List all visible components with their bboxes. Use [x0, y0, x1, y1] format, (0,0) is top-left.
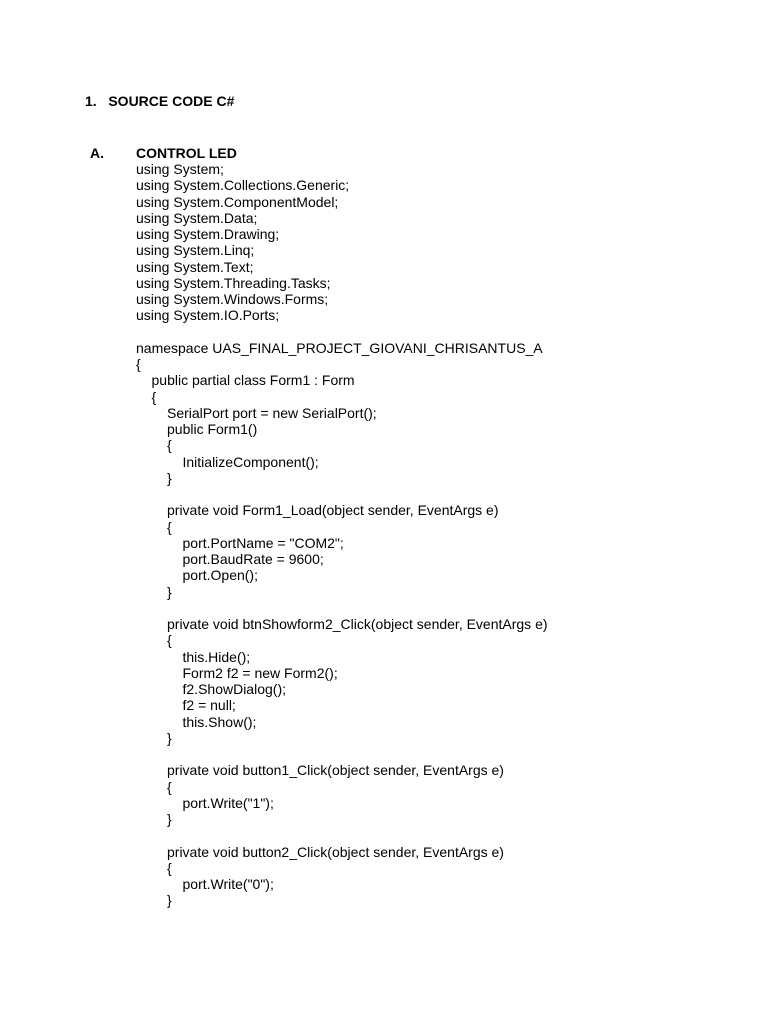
code-line: SerialPort port = new SerialPort(); [167, 404, 377, 421]
code-line: Form2 f2 = new Form2(); [182, 664, 338, 681]
code-line: port.Write("1"); [182, 794, 274, 811]
code-line: using System.Drawing; [136, 226, 280, 242]
code-line [136, 486, 548, 502]
code-line: using System.Linq; [136, 242, 255, 259]
code-line: public Form1() [167, 421, 258, 437]
code-line: private void button2_Click(object sender, EventArgs e) [167, 843, 504, 860]
code-line: InitializeComponent(); [182, 453, 319, 470]
code-line [136, 324, 548, 340]
code-line: namespace UAS_FINAL_PROJECT_GIOVANI_CHRISANTUS_A [136, 339, 543, 356]
code-line: } [167, 811, 172, 827]
code-line: private void btnShowform2_Click(object sender, EventArgs e) [167, 616, 548, 632]
code-line: public partial class Form1 : Form [151, 372, 355, 389]
code-line [136, 600, 548, 616]
code-line: using System.Text; [136, 258, 254, 275]
code-line: { [167, 437, 172, 454]
code-line: using System.IO.Ports; [136, 307, 280, 324]
code-line: using System.Threading.Tasks; [136, 274, 331, 291]
code-line: using System.Windows.Forms; [136, 291, 329, 307]
code-line: using System.Data; [136, 209, 258, 226]
code-line: { [167, 778, 172, 795]
code-line: port.Write("0"); [182, 876, 274, 892]
code-line: f2 = null; [182, 697, 236, 714]
section-heading: 1. SOURCE CODE C# [85, 93, 235, 109]
code-line: port.PortName = "COM2"; [182, 534, 344, 551]
code-line: { [167, 518, 172, 535]
code-line: port.Open(); [182, 567, 258, 584]
code-line: f2.ShowDialog(); [182, 681, 286, 697]
code-line: } [167, 583, 172, 600]
code-line: using System; [136, 161, 224, 177]
code-line: } [167, 469, 172, 486]
code-line [136, 827, 548, 843]
code-line: using System.ComponentModel; [136, 193, 339, 210]
code-line: this.Hide(); [182, 648, 251, 665]
code-line: { [167, 859, 172, 876]
code-line: this.Show(); [182, 713, 257, 730]
code-line: } [167, 729, 172, 746]
code-line: private void button1_Click(object sender, EventArgs e) [167, 762, 504, 779]
code-line [136, 746, 548, 762]
code-line: { [136, 356, 141, 372]
code-listing [136, 161, 548, 909]
code-line: private void Form1_Load(object sender, EventArgs e) [167, 502, 499, 519]
code-line: using System.Collections.Generic; [136, 177, 350, 194]
code-line: { [167, 632, 172, 649]
subsection-letter: A. [90, 145, 104, 161]
subsection-title: CONTROL LED [136, 145, 237, 161]
code-line: port.BaudRate = 9600; [182, 551, 324, 567]
code-line: } [167, 892, 172, 909]
code-line: { [151, 388, 157, 405]
